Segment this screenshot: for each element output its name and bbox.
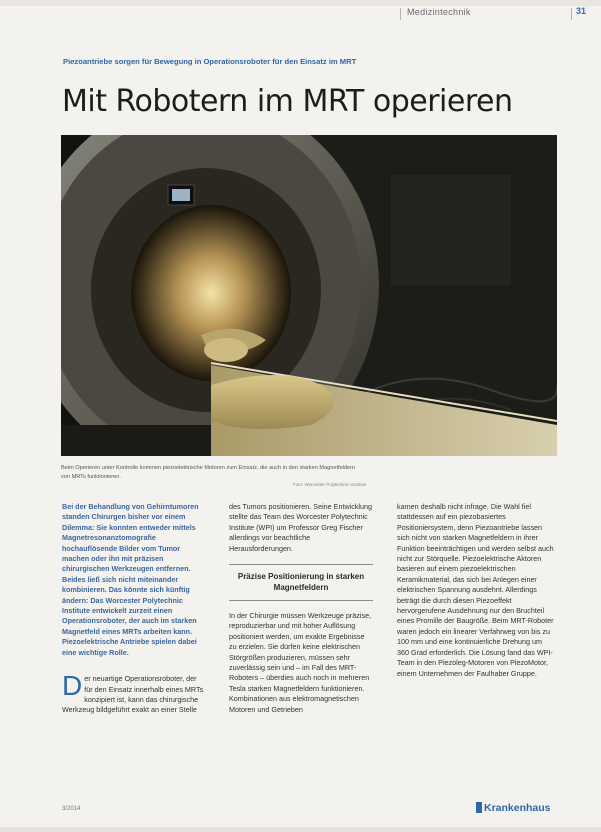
article-body-text: kamen deshalb nicht infrage. Die Wahl fiel stattdessen auf ein piezobasiertes Positioniersystem, denn Piezoantriebe lassen sich nicht von starken Magnetfeldern in ihrer Funktion beeinträchtigen und werden selbst auch nicht zur Störquelle. Piezoelektrische Aktoren basieren auf einem piezoelektrischen Keramikmaterial, das sich bei Anlegen einer elektrischen Spannung ausdehnt. Allerdings beträgt die durch diesen Piezoeffekt hervorgerufene Ausdehnung nur den Bruchteil eines Promille der Baugröße. Beim MRT-Roboter waren jedoch ein linearer Verfahrweg von bis zu 100 mm und eine kontinuierliche Drehung um 360 Grad erforderlich. Die Lösung fand das WPI-Team in den Piezoleg-Motoren von PiezoMotor, einem Unternehmen der Faulhaber Gruppe. (397, 502, 554, 678)
article-body-text: des Tumors positionieren. Seine Entwicklung stellte das Team des Worcester Polytechnic Institute (WPI) um Professor Greg Fischer allerdings vor beachtliche Herausforderungen. (229, 502, 373, 553)
photo-caption: Beim Operieren unter Kontrolle kommen piezoelektrische Motoren zum Einsatz, die auch in den starken Magnetfeldern von MRTs funktionieren. (61, 465, 356, 480)
article-title: Mit Robotern im MRT operieren (62, 84, 513, 119)
article-body-text: er neuartige Operationsroboter, der für den Einsatz innerhalb eines MRTs konzipiert ist, kann das chirurgische Werkzeug bildgeführt exakt an einer Stelle (62, 674, 204, 715)
page-edge (0, 827, 601, 832)
article-intro: Bei der Behandlung von Gehirntumoren standen Chirurgen bisher vor einem Dilemma: Sie konnten entweder mittels Magnetresonanztomografie hochauflösende Bilder vom Tumor machen oder ihn mit präzisen chirurgischen Werkzeugen entfernen. Beides ließ sich nicht miteinander kombinieren. Das könnte sich künftig ändern: Das Worcester Polytechnic Institute entwickelt zurzeit einen Operationsroboter, der auch im starken Magnetfeld eines MRTs arbeiten kann. Piezoelektrische Antriebe spielen dabei eine wichtige Rolle. (62, 502, 199, 657)
drop-cap: D (62, 670, 83, 702)
logo-text: Krankenhaus (484, 802, 551, 814)
photo-credit: Foto: Worcester Polytechnic Institute (293, 482, 367, 487)
article-column-1 (62, 502, 206, 716)
article-column-2 (229, 502, 373, 715)
mri-scanner-illustration (61, 135, 557, 456)
header-divider (400, 8, 401, 20)
mri-photo (61, 135, 557, 456)
logo-mark-icon (476, 802, 482, 813)
publication-logo (476, 802, 551, 814)
section-label: Medizintechnik (407, 7, 471, 17)
article-kicker: Piezoantriebe sorgen für Bewegung in Operationsroboter für den Einsatz im MRT (63, 57, 357, 66)
page-number: 31 (576, 6, 587, 16)
header-divider (571, 8, 572, 20)
issue-number: 3/2014 (62, 806, 81, 812)
article-body-text: In der Chirurgie müssen Werkzeuge präzise, reproduzierbar und mit hoher Auflösung positioniert werden, um exakte Ergebnisse zu erzielen. Sie dürfen keine elektrischen Störgrößen produzieren, müssen sehr zuverlässig sein und – im Fall des MRT-Roboters – überdies auch noch in mehreren Tesla starken Magnetfeldern funktionieren. Kombinationen aus elektromagnetischen Motoren und Getrieben (229, 611, 372, 714)
article-column-3 (397, 502, 555, 679)
subheading-box: Präzise Positionierung in starken Magnetfeldern (229, 564, 373, 601)
article-body-start (62, 670, 206, 716)
page-edge (0, 0, 601, 6)
